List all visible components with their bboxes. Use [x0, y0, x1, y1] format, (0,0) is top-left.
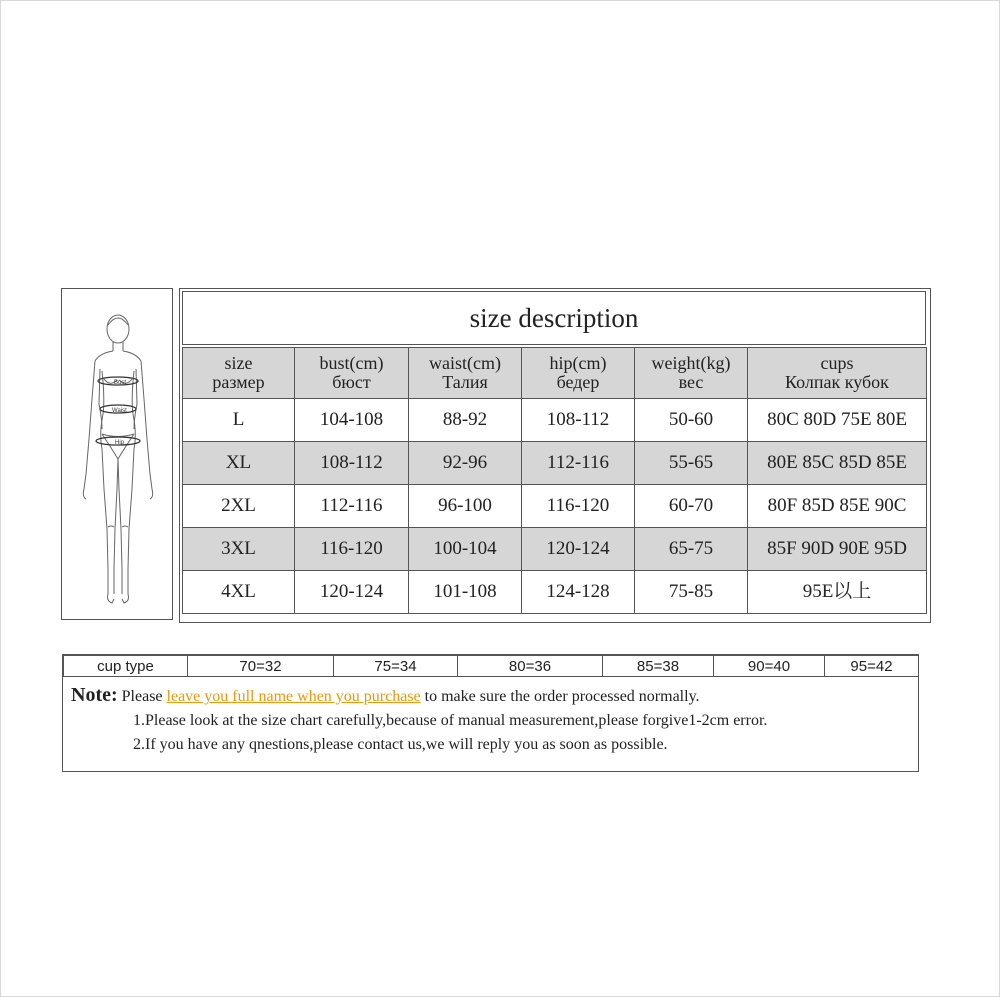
- cell-weight: 75-85: [635, 571, 748, 614]
- cell-weight: 65-75: [635, 528, 748, 571]
- cell-hip: 112-116: [522, 442, 635, 485]
- cell-bust: 108-112: [295, 442, 409, 485]
- cup-type-row: [64, 656, 919, 677]
- cup-type-cell: 85=38: [603, 656, 714, 677]
- cup-type-cell: 70=32: [188, 656, 334, 677]
- cup-type-cell: 80=36: [458, 656, 603, 677]
- note-link[interactable]: leave you full name when you purchase: [166, 688, 421, 705]
- cell-hip: 116-120: [522, 485, 635, 528]
- body-figure-illustration: [62, 289, 174, 621]
- note-text-after-link: to make sure the order processed normally.: [420, 688, 700, 705]
- cell-waist: 101-108: [409, 571, 522, 614]
- cell-size: 4XL: [183, 571, 295, 614]
- body-figure-panel: [61, 288, 173, 620]
- cell-weight: 50-60: [635, 399, 748, 442]
- cup-type-cell: 75=34: [334, 656, 458, 677]
- note-line-1: [71, 683, 911, 709]
- cup-type-label: cup type: [64, 656, 188, 677]
- table-row: [183, 528, 927, 571]
- col-header-hip: hip(cm) бедер: [522, 348, 635, 399]
- size-chart: [179, 288, 931, 623]
- cell-weight: 60-70: [635, 485, 748, 528]
- note-text-before-link: Please: [121, 688, 167, 705]
- cell-waist: 96-100: [409, 485, 522, 528]
- cell-hip: 124-128: [522, 571, 635, 614]
- cell-size: L: [183, 399, 295, 442]
- col-header-weight: weight(kg) вес: [635, 348, 748, 399]
- col-header-cups: cups Колпак кубок: [748, 348, 927, 399]
- cell-waist: 88-92: [409, 399, 522, 442]
- note-text: [71, 683, 911, 757]
- note-line-3: 2.If you have any qnestions,please contact us,we will reply you as soon as possible.: [133, 736, 668, 753]
- size-table: [182, 347, 927, 614]
- cell-weight: 55-65: [635, 442, 748, 485]
- cell-size: 3XL: [183, 528, 295, 571]
- cell-hip: 120-124: [522, 528, 635, 571]
- note-line-2: 1.Please look at the size chart carefully,because of manual measurement,please forgive1-2cm error.: [133, 712, 768, 729]
- col-header-bust: bust(cm) бюст: [295, 348, 409, 399]
- size-chart-title: size description: [182, 291, 926, 345]
- cup-type-cell: 90=40: [714, 656, 825, 677]
- cup-type-table: [63, 655, 919, 677]
- table-row: [183, 571, 927, 614]
- cell-cups: 80E 85C 85D 85E: [748, 442, 927, 485]
- cell-waist: 100-104: [409, 528, 522, 571]
- col-header-size: size размер: [183, 348, 295, 399]
- waist-label: Waist: [112, 408, 127, 414]
- cup-type-cell: 95=42: [825, 656, 919, 677]
- cell-bust: 116-120: [295, 528, 409, 571]
- size-table-header: [183, 348, 927, 399]
- notes-panel: [62, 654, 919, 772]
- cell-cups: 80F 85D 85E 90C: [748, 485, 927, 528]
- cell-waist: 92-96: [409, 442, 522, 485]
- hip-label: Hip: [115, 440, 125, 446]
- cell-cups: 80C 80D 75E 80E: [748, 399, 927, 442]
- table-row: [183, 399, 927, 442]
- bust-label: Bust: [114, 380, 127, 386]
- cell-bust: 112-116: [295, 485, 409, 528]
- table-row: [183, 442, 927, 485]
- col-header-waist: waist(cm) Талия: [409, 348, 522, 399]
- cell-cups: 95E以上: [748, 571, 927, 614]
- cell-cups: 85F 90D 90E 95D: [748, 528, 927, 571]
- cell-hip: 108-112: [522, 399, 635, 442]
- cell-bust: 120-124: [295, 571, 409, 614]
- cell-bust: 104-108: [295, 399, 409, 442]
- cell-size: XL: [183, 442, 295, 485]
- note-label: Note:: [71, 684, 118, 706]
- cell-size: 2XL: [183, 485, 295, 528]
- table-row: [183, 485, 927, 528]
